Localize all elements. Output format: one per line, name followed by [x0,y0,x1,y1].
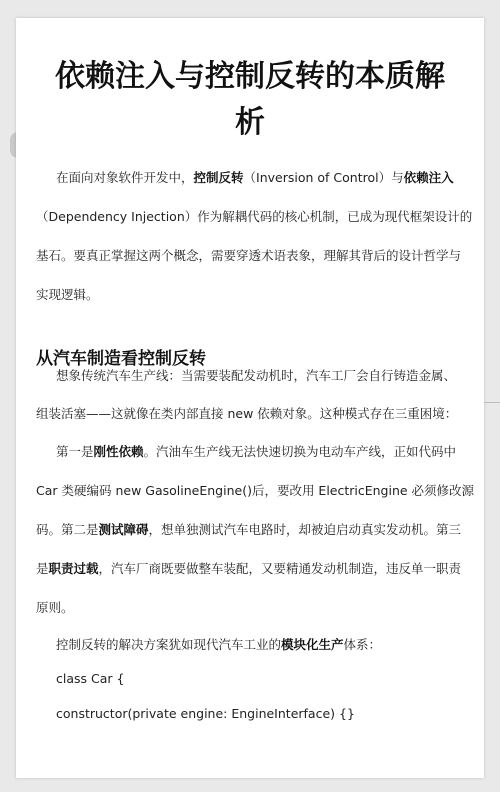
para3-line-4 [36,559,461,577]
para3-line-5: 原则。 [36,600,74,615]
para4-text: 体系： [343,637,382,652]
para3-text: 第一是 [56,444,94,459]
bold-rigid-dependency: 刚性依赖 [93,444,144,459]
para2-line-1: 想象传统汽车生产线：当需要装配发动机时，汽车工厂会自行铸造金属、 [56,368,457,383]
bold-ioc: 控制反转 [193,170,244,185]
document-page [16,18,484,778]
bold-di: 依赖注入 [403,170,454,185]
para3-text: 是 [36,561,49,576]
bold-responsibility-overload: 职责过载 [48,561,99,576]
intro-line-1 [56,168,454,186]
title-line-2: 析 [235,105,265,140]
intro-line-2: （Dependency Injection）作为解耦代码的核心机制，已成为现代框架设计的 [36,209,473,224]
intro-line-4: 实现逻辑。 [36,287,99,302]
bold-modular-production: 模块化生产 [281,637,344,652]
para3-text: ，想单独测试汽车电路时，却被迫启动真实发动机。第三 [148,522,462,537]
para2-line-2: 组装活塞——这就像在类内部直接 new 依赖对象。这种模式存在三重困境： [36,406,458,421]
code-line-2: constructor(private engine: EngineInterface) {} [56,706,355,721]
para3-text: ，汽车厂商既要做整车装配，又要精通发动机制造，违反单一职责 [98,561,462,576]
bold-testing-obstacle: 测试障碍 [98,522,149,537]
intro-line-3: 基石。要真正掌握这两个概念，需要穿透术语表象，理解其背后的设计哲学与 [36,248,462,263]
para4-text: 控制反转的解决方案犹如现代汽车工业的 [56,637,282,652]
para3-line-2: Car 类硬编码 new GasolineEngine()后，要改用 ElectricEngine 必须修改源 [36,483,475,498]
intro-text: 在面向对象软件开发中， [56,170,194,185]
para3-text: 码。第二是 [36,522,99,537]
code-line-1: class Car { [56,671,125,686]
right-edge-marker [484,402,500,403]
para3-text: 。汽油车生产线无法快速切换为电动车产线，正如代码中 [143,444,457,459]
intro-text: （Inversion of Control）与 [243,170,404,185]
para4-line-1 [56,635,381,653]
para3-line-3 [36,520,461,538]
para3-line-1 [56,442,456,460]
section-heading: 从汽车制造看控制反转 [36,349,206,369]
article-title [42,54,458,146]
title-line-1: 依赖注入与控制反转的本质解 [55,59,445,94]
